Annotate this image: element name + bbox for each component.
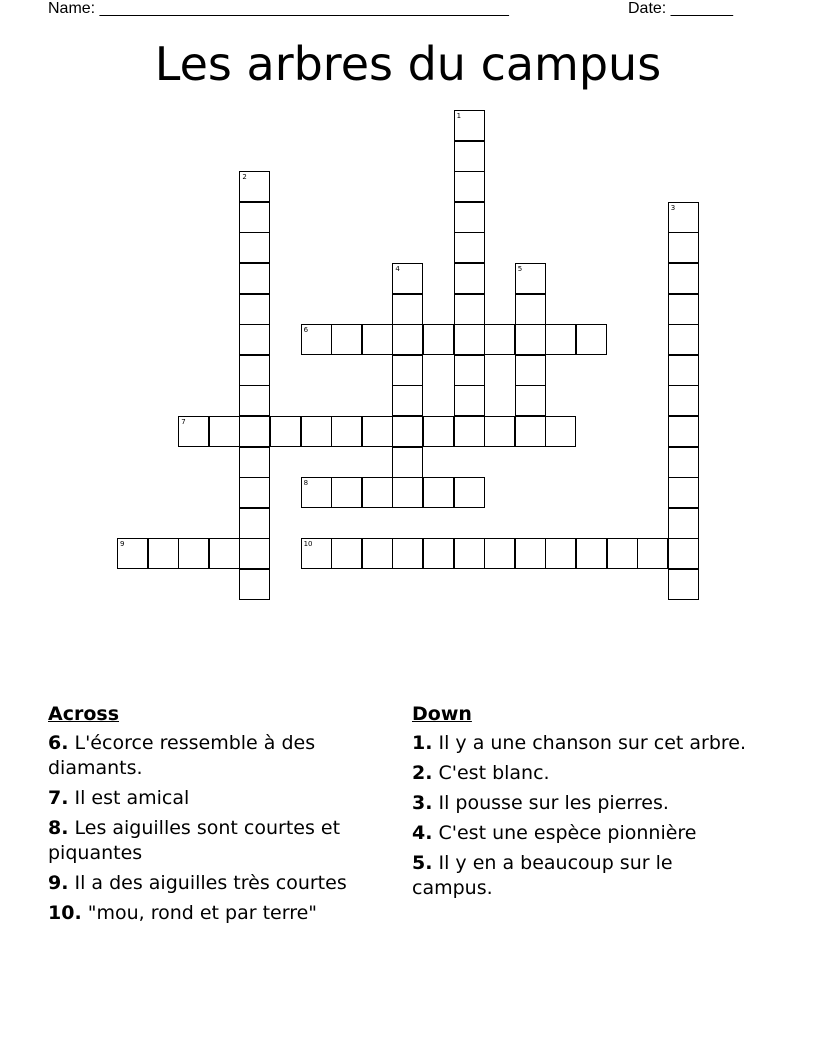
clue-text: Il y a une chanson sur cet arbre. [438, 732, 747, 754]
clue-across-10 [48, 901, 393, 926]
grid-cell[interactable] [454, 171, 485, 202]
grid-cell[interactable] [423, 538, 454, 569]
grid-cell[interactable] [607, 538, 638, 569]
grid-cell[interactable] [668, 508, 699, 539]
grid-cell[interactable] [423, 324, 454, 355]
clue-across-9 [48, 871, 393, 896]
grid-cell[interactable] [239, 294, 270, 325]
grid-cell[interactable] [178, 416, 209, 447]
grid-cell[interactable] [362, 324, 393, 355]
cell-number: 3 [670, 203, 676, 212]
clue-text: Il a des aiguilles très courtes [74, 872, 347, 894]
grid-cell[interactable] [239, 202, 270, 233]
grid-cell[interactable] [239, 263, 270, 294]
grid-cell[interactable] [301, 538, 332, 569]
grid-cell[interactable] [331, 538, 362, 569]
grid-cell[interactable] [668, 385, 699, 416]
grid-cell[interactable] [454, 141, 485, 172]
clue-down-5 [412, 851, 757, 901]
grid-cell[interactable] [392, 263, 423, 294]
grid-cell[interactable] [392, 477, 423, 508]
cell-number: 6 [303, 326, 309, 335]
cell-number: 5 [517, 265, 523, 273]
clue-text: C'est une espèce pionnière [438, 822, 697, 844]
clue-number: 10. [48, 902, 82, 924]
clue-text: Les aiguilles sont courtes et piquantes [48, 817, 341, 864]
grid-cell[interactable] [515, 355, 546, 386]
grid-cell[interactable] [515, 538, 546, 569]
grid-cell[interactable] [392, 538, 423, 569]
clue-number: 7. [48, 787, 69, 809]
clue-number: 3. [412, 792, 433, 814]
grid-cell[interactable] [454, 324, 485, 355]
grid-cell[interactable] [239, 385, 270, 416]
grid-cell[interactable] [301, 477, 332, 508]
grid-cell[interactable] [454, 477, 485, 508]
clue-text: Il y en a beaucoup sur le campus. [412, 852, 673, 899]
grid-cell[interactable] [545, 538, 576, 569]
grid-cell[interactable] [454, 110, 485, 141]
grid-cell[interactable] [423, 477, 454, 508]
clue-across-8 [48, 816, 393, 866]
grid-cell[interactable] [668, 232, 699, 263]
clue-across-6 [48, 731, 393, 781]
grid-cell[interactable] [515, 263, 546, 294]
grid-cell[interactable] [362, 416, 393, 447]
clue-text: Il pousse sur les pierres. [438, 792, 669, 814]
grid-cell[interactable] [301, 324, 332, 355]
grid-cell[interactable] [454, 263, 485, 294]
grid-cell[interactable] [239, 355, 270, 386]
clue-number: 9. [48, 872, 69, 894]
grid-cell[interactable] [178, 538, 209, 569]
grid-cell[interactable] [454, 385, 485, 416]
grid-cell[interactable] [515, 385, 546, 416]
grid-cell[interactable] [545, 324, 576, 355]
cell-number: 2 [242, 173, 247, 182]
grid-cell[interactable] [576, 538, 607, 569]
grid-cell[interactable] [668, 294, 699, 325]
clue-text: "mou, rond et par terre" [87, 902, 318, 924]
cell-number: 4 [395, 265, 400, 273]
date-field-label[interactable]: Date: _______ [628, 0, 733, 17]
grid-cell[interactable] [117, 538, 148, 569]
clue-text: C'est blanc. [438, 762, 550, 784]
grid-cell[interactable] [148, 538, 179, 569]
clue-down-3 [412, 791, 757, 816]
grid-cell[interactable] [392, 385, 423, 416]
cell-number: 8 [303, 479, 309, 488]
grid-cell[interactable] [301, 416, 332, 447]
grid-cell[interactable] [239, 477, 270, 508]
grid-cell[interactable] [331, 324, 362, 355]
grid-cell[interactable] [454, 202, 485, 233]
grid-cell[interactable] [668, 416, 699, 447]
grid-cell[interactable] [392, 294, 423, 325]
grid-cell[interactable] [392, 416, 423, 447]
grid-cell[interactable] [362, 477, 393, 508]
grid-cell[interactable] [392, 324, 423, 355]
grid-cell[interactable] [668, 569, 699, 600]
clue-number: 8. [48, 817, 69, 839]
grid-cell[interactable] [515, 324, 546, 355]
grid-cell[interactable] [209, 416, 240, 447]
grid-cell[interactable] [239, 447, 270, 478]
grid-cell[interactable] [331, 416, 362, 447]
clue-down-1 [412, 731, 757, 756]
grid-cell[interactable] [362, 538, 393, 569]
grid-cell[interactable] [454, 355, 485, 386]
grid-cell[interactable] [484, 324, 515, 355]
grid-cell[interactable] [209, 538, 240, 569]
cell-number: 10 [303, 540, 313, 549]
page-title: Les arbres du campus [154, 37, 662, 91]
grid-cell[interactable] [331, 477, 362, 508]
grid-cell[interactable] [239, 171, 270, 202]
grid-cell[interactable] [239, 324, 270, 355]
grid-cell[interactable] [239, 416, 270, 447]
grid-cell[interactable] [454, 294, 485, 325]
name-field-label[interactable]: Name: ______________________________________________ [48, 0, 509, 17]
grid-cell[interactable] [484, 538, 515, 569]
grid-cell[interactable] [668, 324, 699, 355]
grid-cell[interactable] [515, 294, 546, 325]
grid-cell[interactable] [423, 416, 454, 447]
grid-cell[interactable] [454, 232, 485, 263]
grid-cell[interactable] [668, 477, 699, 508]
cell-number: 1 [456, 112, 462, 120]
across-clues [48, 702, 393, 931]
down-heading: Down [412, 703, 472, 725]
grid-cell[interactable] [668, 447, 699, 478]
grid-cell[interactable] [515, 416, 546, 447]
clue-down-2 [412, 761, 757, 786]
cell-number: 7 [181, 418, 186, 426]
grid-cell[interactable] [545, 416, 576, 447]
clue-number: 4. [412, 822, 433, 844]
clue-across-7 [48, 786, 393, 811]
clue-number: 6. [48, 732, 69, 754]
down-clues [412, 702, 757, 906]
clue-text: L'écorce ressemble à des diamants. [48, 732, 316, 779]
grid-cell[interactable] [668, 355, 699, 386]
clue-number: 5. [412, 852, 433, 874]
cell-number: 9 [120, 540, 125, 549]
clue-number: 1. [412, 732, 433, 754]
grid-cell[interactable] [637, 538, 668, 569]
clue-down-4 [412, 821, 757, 846]
grid-cell[interactable] [668, 538, 699, 569]
grid-cell[interactable] [392, 447, 423, 478]
clue-number: 2. [412, 762, 433, 784]
grid-cell[interactable] [392, 355, 423, 386]
grid-cell[interactable] [239, 508, 270, 539]
grid-cell[interactable] [239, 538, 270, 569]
grid-cell[interactable] [484, 416, 515, 447]
grid-cell[interactable] [454, 538, 485, 569]
grid-cell[interactable] [668, 263, 699, 294]
across-heading: Across [48, 703, 120, 725]
grid-cell[interactable] [454, 416, 485, 447]
grid-cell[interactable] [576, 324, 607, 355]
grid-cell[interactable] [239, 232, 270, 263]
grid-cell[interactable] [270, 416, 301, 447]
clue-text: Il est amical [74, 787, 190, 809]
grid-cell[interactable] [239, 569, 270, 600]
grid-cell[interactable] [668, 202, 699, 233]
